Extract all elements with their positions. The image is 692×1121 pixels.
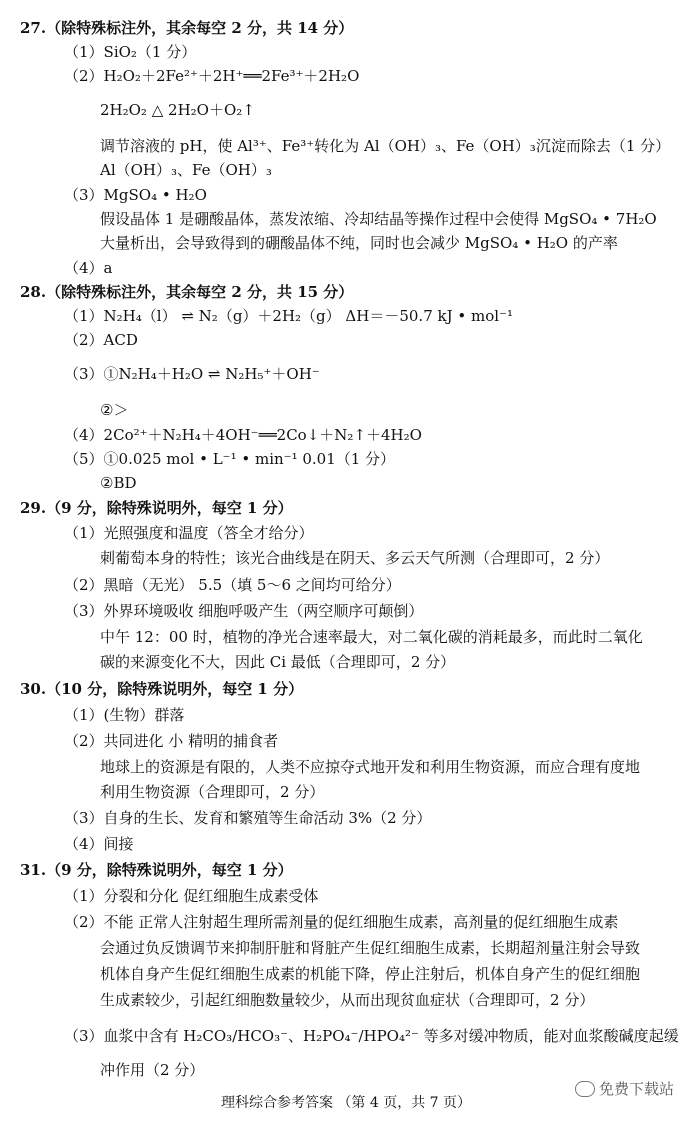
watermark-text: 免费下载站 — [598, 1080, 674, 1098]
q27-answer-1: （1）SiO₂（1 分） — [64, 43, 197, 61]
q28-heading: 28.（除特殊标注外，其余每空 2 分，共 15 分） — [20, 283, 354, 301]
q31-heading: 31.（9 分，除特殊说明外，每空 1 分） — [20, 861, 293, 879]
q29-answer-1: （1）光照强度和温度（答全才给分） — [64, 524, 314, 542]
q28-answer-5-2: ②BD — [100, 474, 137, 492]
q28-answer-5: （5）①0.025 mol • L⁻¹ • min⁻¹ 0.01（1 分） — [64, 450, 396, 468]
q29-answer-3-reason-1: 中午 12：00 时，植物的净光合速率最大，对二氧化碳的消耗最多，而此时二氧化 — [100, 628, 643, 646]
q27-answer-3-reason-1: 假设晶体 1 是硼酸晶体，蒸发浓缩、冷却结晶等操作过程中会使得 MgSO₄ • 7H₂O — [100, 210, 657, 228]
watermark — [575, 1078, 674, 1099]
q29-answer-1-reason: 刺葡萄本身的特性；该光合曲线是在阴天、多云天气所测（合理即可，2 分） — [100, 549, 610, 567]
q27-answer-2-text: 调节溶液的 pH，使 Al³⁺、Fe³⁺转化为 Al（OH）₃、Fe（OH）₃沉淀而除去（1 分） — [100, 137, 671, 155]
page-footer: 理科综合参考答案 （第 4 页，共 7 页） — [220, 1095, 472, 1111]
q30-answer-2-reason-1: 地球上的资源是有限的，人类不应掠夺式地开发和利用生物资源，而应合理有度地 — [100, 758, 641, 776]
q29-heading: 29.（9 分，除特殊说明外，每空 1 分） — [20, 499, 293, 517]
q30-answer-2-reason-2: 利用生物资源（合理即可，2 分） — [100, 783, 325, 801]
q30-heading: 30.（10 分，除特殊说明外，每空 1 分） — [20, 680, 304, 698]
q31-answer-2-reason-1: 会通过负反馈调节来抑制肝脏和肾脏产生促红细胞生成素，长期超剂量注射会导致 — [100, 939, 641, 957]
q29-answer-2: （2）黑暗（无光） 5.5（填 5～6 之间均可给分） — [64, 576, 401, 594]
q28-answer-3: （3）①N₂H₄＋H₂O ⇌ N₂H₅⁺＋OH⁻ — [64, 365, 320, 383]
q27-answer-2: （2）H₂O₂＋2Fe²⁺＋2H⁺══2Fe³⁺＋2H₂O — [64, 67, 360, 85]
q27-answer-4: （4）a — [64, 259, 113, 277]
q27-answer-3: （3）MgSO₄ • H₂O — [64, 186, 207, 204]
q27-heading: 27.（除特殊标注外，其余每空 2 分，共 14 分） — [20, 19, 354, 37]
q30-answer-1: （1）(生物）群落 — [64, 706, 185, 724]
q28-answer-2: （2）ACD — [64, 331, 138, 349]
q28-answer-3-2: ②＞ — [100, 401, 129, 419]
q27-answer-2-precip: Al（OH）₃、Fe（OH）₃ — [100, 161, 272, 179]
q30-answer-4: （4）间接 — [64, 835, 134, 853]
q31-answer-3: （3）血浆中含有 H₂CO₃/HCO₃⁻、H₂PO₄⁻/HPO₄²⁻ 等多对缓冲物质，能对血浆酸碱度起缓 — [64, 1027, 679, 1045]
q28-answer-4: （4）2Co²⁺＋N₂H₄＋4OH⁻══2Co↓＋N₂↑＋4H₂O — [64, 426, 422, 444]
q30-answer-3: （3）自身的生长、发育和繁殖等生命活动 3%（2 分） — [64, 809, 432, 827]
q31-answer-2-reason-2: 机体自身产生促红细胞生成素的机能下降，停止注射后，机体自身产生的促红细胞 — [100, 965, 641, 983]
q31-answer-3-cont: 冲作用（2 分） — [100, 1061, 205, 1079]
q27-answer-3-reason-2: 大量析出，会导致得到的硼酸晶体不纯，同时也会减少 MgSO₄ • H₂O 的产率 — [100, 234, 618, 252]
q31-answer-1: （1）分裂和分化 促红细胞生成素受体 — [64, 887, 319, 905]
q31-answer-2-reason-3: 生成素较少，引起红细胞数量较少，从而出现贫血症状（合理即可，2 分） — [100, 991, 595, 1009]
q29-answer-3-reason-2: 碳的来源变化不大，因此 Ci 最低（合理即可，2 分） — [100, 653, 456, 671]
q30-answer-2: （2）共同进化 小 精明的捕食者 — [64, 732, 279, 750]
q29-answer-3: （3）外界环境吸收 细胞呼吸产生（两空顺序可颠倒） — [64, 602, 424, 620]
q31-answer-2: （2）不能 正常人注射超生理所需剂量的促红细胞生成素，高剂量的促红细胞生成素 — [64, 913, 619, 931]
q27-answer-2-eq2: 2H₂O₂ △ 2H₂O＋O₂↑ — [100, 101, 255, 119]
wechat-icon — [575, 1081, 595, 1097]
q28-answer-1: （1）N₂H₄（l） ⇌ N₂（g）＋2H₂（g） ΔH＝－50.7 kJ • mol⁻¹ — [64, 307, 513, 325]
